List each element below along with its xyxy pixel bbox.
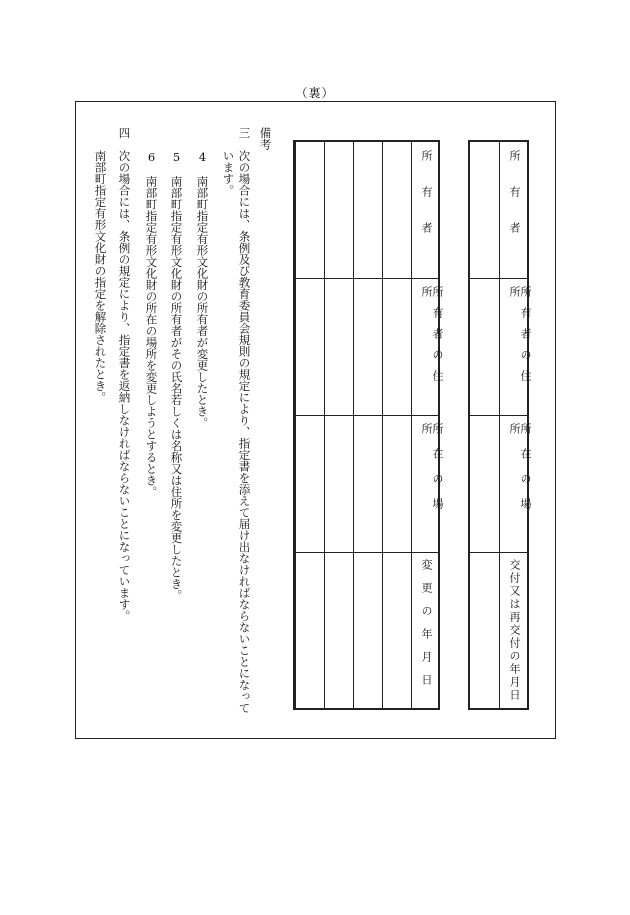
header-change-date: 変更の年月日 (420, 559, 433, 697)
change-value-column (324, 142, 354, 708)
page-side-label: （裏） (295, 86, 335, 100)
header-owner-address: 所有者の住所 (508, 286, 532, 391)
note-3: 三 次の場合には、条例及び教育委員会規則の規定により、指定書を添えて届け出なければならないことになって (237, 127, 252, 714)
note-four-item: 南部町指定有形文化財の指定を解除されたとき。 (93, 150, 108, 403)
header-owner-address: 所有者の住所 (420, 286, 444, 391)
notes-heading: 備考 (258, 127, 273, 150)
change-value-column (353, 142, 383, 708)
note-four: 四 次の場合には、条例の規定により、指定書を返納しなければならないことになっています。 (117, 127, 132, 622)
change-header-column (411, 142, 444, 708)
issuance-header-column (499, 142, 530, 708)
issuance-table (468, 140, 532, 710)
note-3-continued: います。 (221, 150, 236, 196)
note-5: 5 南部町指定有形文化財の所有者がその氏名若しくは名称又は住所を変更したとき。 (169, 150, 184, 601)
change-table (293, 140, 444, 710)
header-owner: 所有者 (508, 150, 521, 258)
change-value-column (382, 142, 412, 708)
header-owner: 所有者 (420, 150, 433, 258)
header-location: 所在の場所 (420, 423, 444, 523)
note-4: 4 南部町指定有形文化財の所有者が変更したとき。 (195, 150, 210, 429)
change-value-column (295, 142, 325, 708)
header-issuance-date: 交付又は再交付の年月日 (508, 559, 521, 702)
header-location: 所在の場所 (508, 423, 532, 523)
issuance-value-column (470, 142, 500, 708)
note-6: 6 南部町指定有形文化財の所在の場所を変更しようとするとき。 (144, 150, 159, 498)
